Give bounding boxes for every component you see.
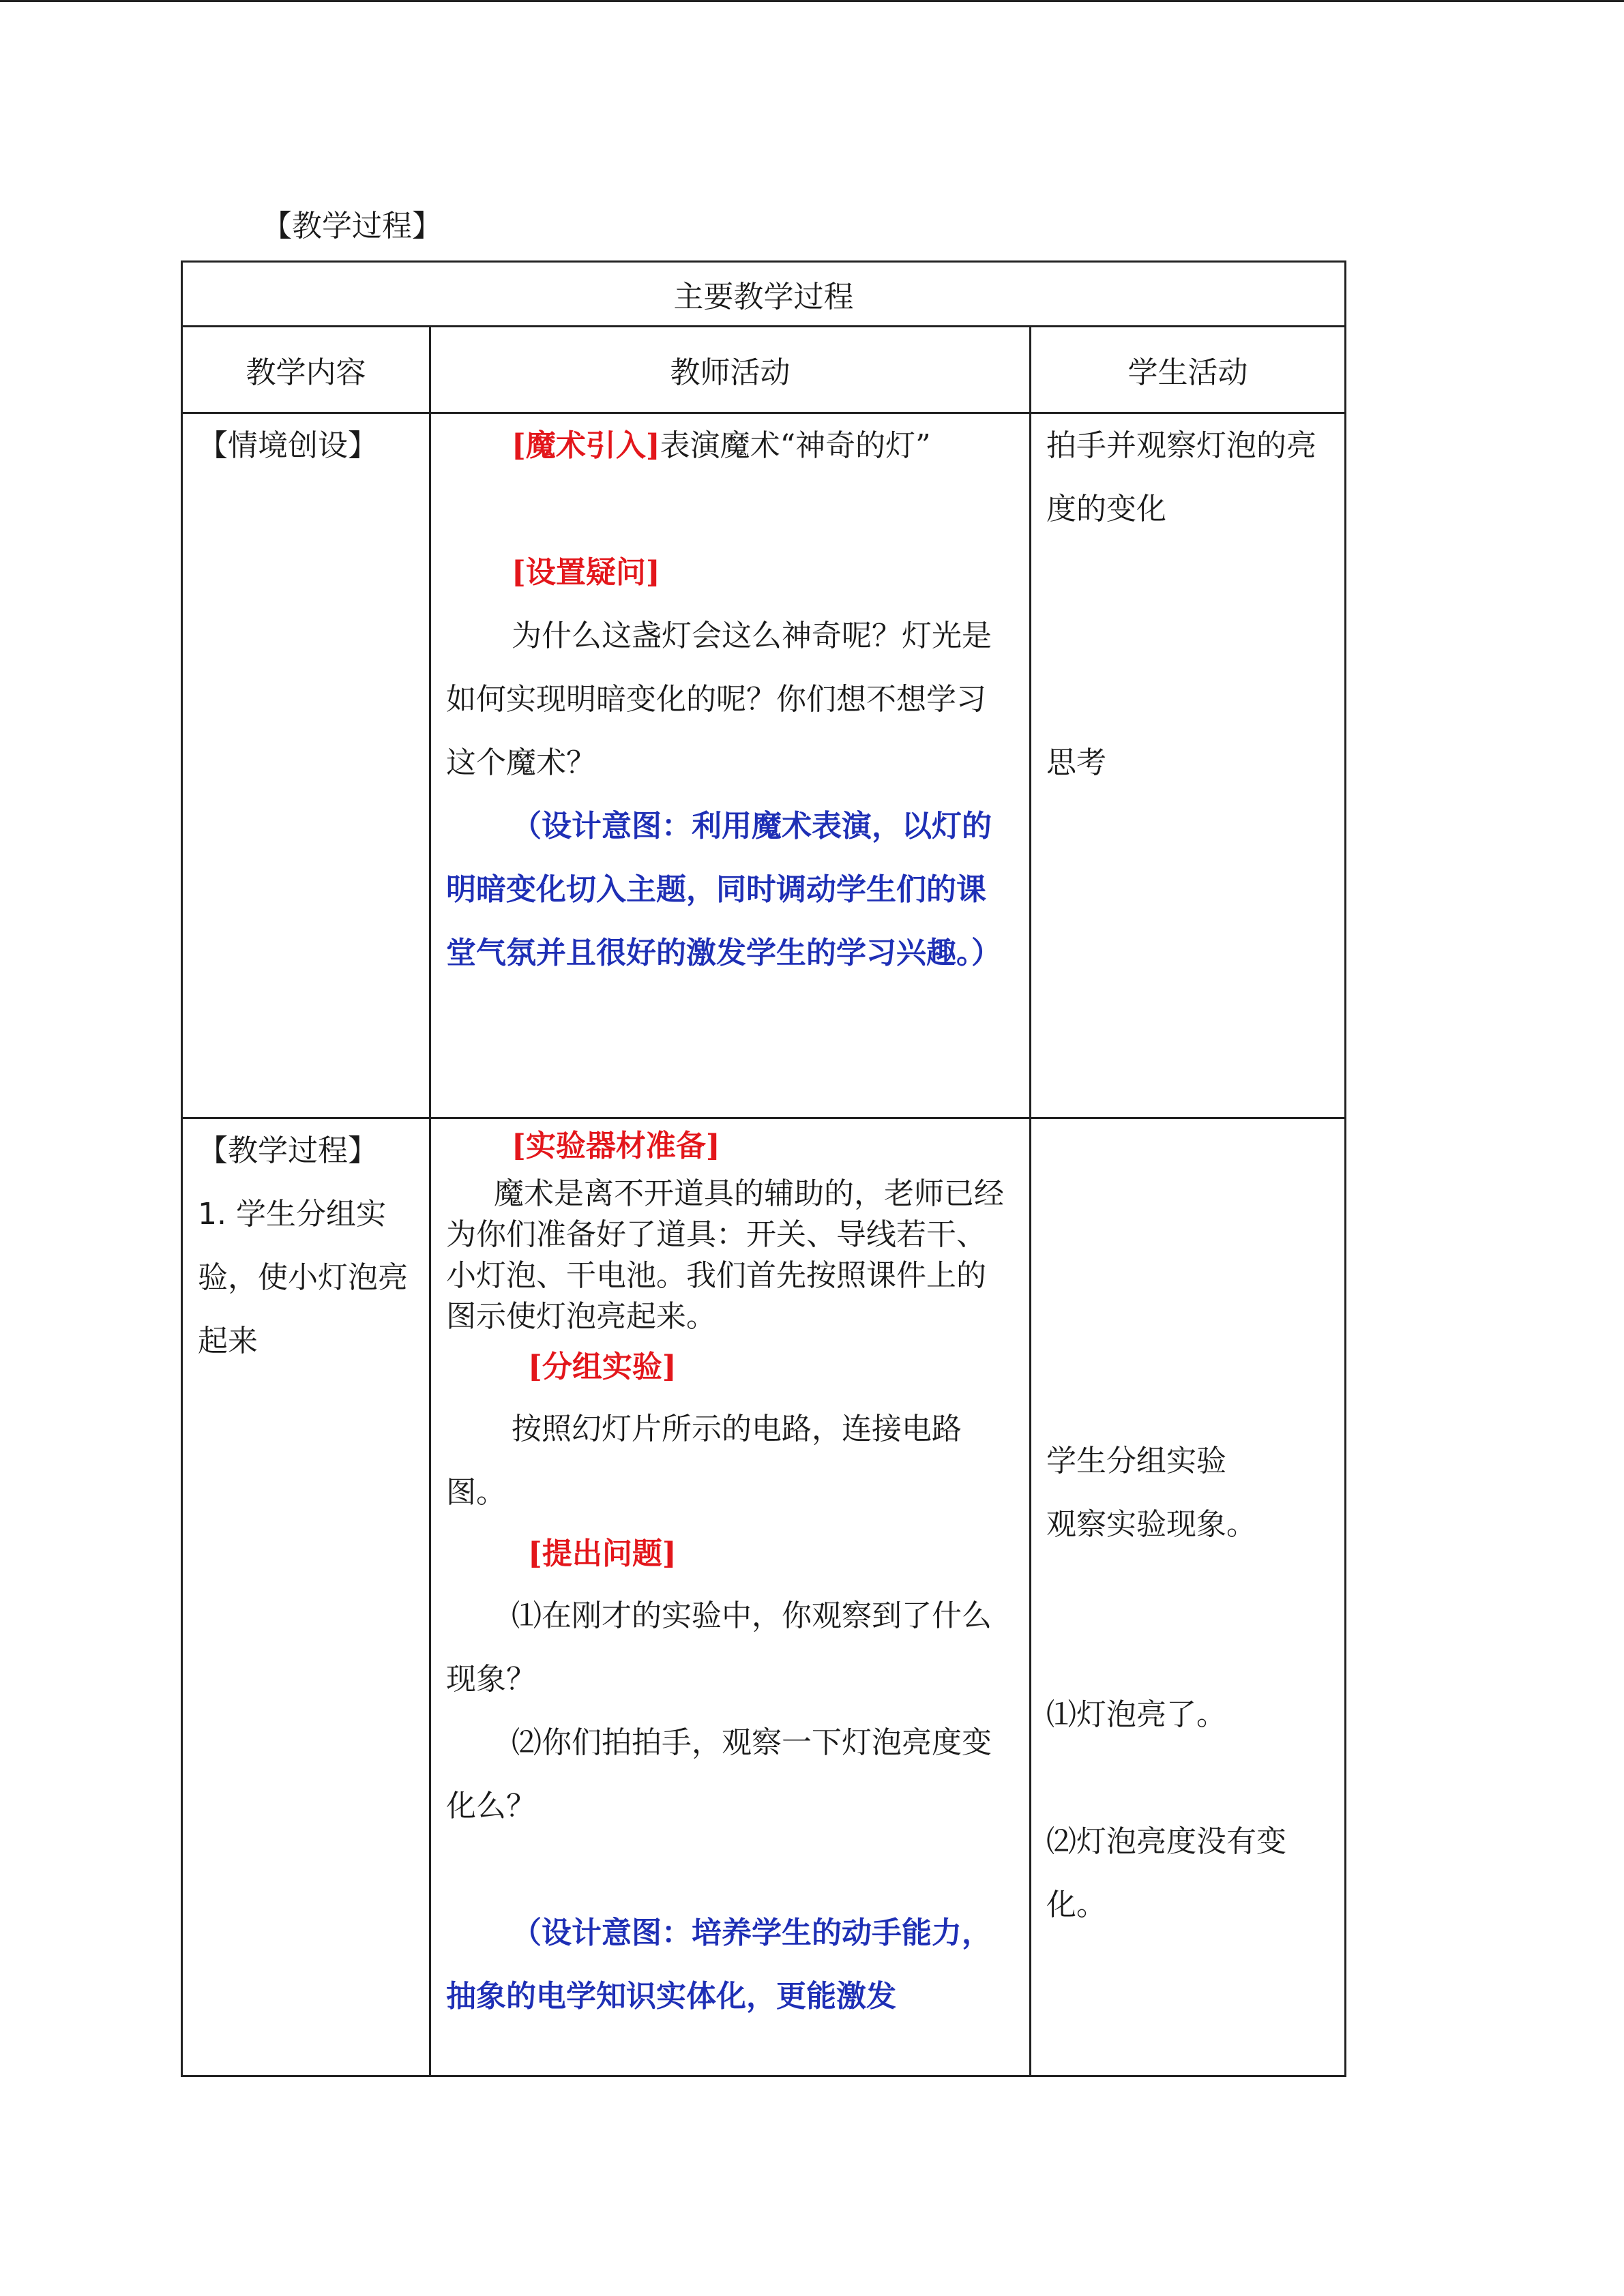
spacer — [1046, 1119, 1331, 1429]
row1-teacher-cell — [430, 413, 1031, 1118]
row1-magic-line — [446, 414, 1005, 477]
prep-text: 魔术是离不开道具的辅助的，老师已经为你们准备好了道具：开关、导线若干、小灯泡、干电池。我们首先按照课件上的图示使灯泡亮起来。 — [446, 1176, 1004, 1334]
table-title: 主要教学过程 — [182, 262, 1346, 327]
answer-1: ⑴灯泡亮了。 — [1046, 1697, 1226, 1732]
design-intent-1: （设计意图：利用魔术表演，以灯的明暗变化切入主题，同时调动学生们的课堂气氛并且很好的激发学生的学习兴趣。） — [446, 809, 1001, 970]
row1-student-cell — [1031, 413, 1346, 1118]
table-header-row — [182, 327, 1346, 413]
answer-2: ⑵灯泡亮度没有变化。 — [1046, 1824, 1286, 1922]
magic-intro-tag: [魔术引入] — [512, 428, 660, 463]
student-observe-result: 观察实验现象。 — [1046, 1507, 1256, 1542]
group-text: 按照幻灯片所示的电路，连接电路图。 — [446, 1412, 962, 1510]
student-think-text: 思考 — [1046, 745, 1106, 780]
spacer — [446, 1838, 1005, 1901]
design-intent-2: （设计意图：培养学生的动手能力，抽象的电学知识实体化，更能激发 — [446, 1915, 992, 2014]
col-header-content: 教学内容 — [182, 327, 430, 413]
question-1: ⑴在刚才的实验中，你观察到了什么现象？ — [446, 1598, 992, 1697]
group-tag: [分组实验] — [528, 1350, 677, 1384]
table-row — [182, 1118, 1346, 2076]
magic-intro-text: 表演魔术“神奇的灯” — [660, 428, 931, 463]
col-header-student: 学生活动 — [1031, 327, 1346, 413]
row2-teacher-cell — [430, 1118, 1031, 2076]
question-tag: [设置疑问] — [512, 555, 660, 590]
row2-content-title: 【教学过程】 — [198, 1133, 378, 1168]
spacer — [1046, 1746, 1331, 1810]
row2-student-cell — [1031, 1118, 1346, 2076]
spacer — [1046, 1556, 1331, 1683]
student-observe-text: 拍手并观察灯泡的亮度的变化 — [1046, 428, 1316, 526]
table-title-row — [182, 262, 1346, 327]
row2-content-subtitle: 1. 学生分组实验，使小灯泡亮起来 — [198, 1197, 408, 1358]
col-header-teacher: 教师活动 — [430, 327, 1031, 413]
table-row — [182, 413, 1346, 1118]
spacer — [446, 477, 1005, 541]
question-2: ⑵你们拍拍手，观察一下灯泡亮度变化么？ — [446, 1725, 992, 1823]
teaching-process-table — [181, 260, 1346, 2077]
row2-content-cell — [182, 1118, 430, 2076]
page-top-border — [0, 0, 1624, 2]
student-group-text: 学生分组实验 — [1046, 1444, 1226, 1478]
prep-tag: [实验器材准备] — [512, 1129, 720, 1163]
question-text: 为什么这盏灯会这么神奇呢？灯光是如何实现明暗变化的呢？你们想不想学习这个魔术？ — [446, 618, 992, 780]
spacer — [1046, 541, 1331, 731]
row1-content-title: 【情境创设】 — [198, 428, 378, 463]
section-heading: 【教学过程】 — [262, 209, 442, 243]
ask-tag: [提出问题] — [528, 1536, 677, 1571]
row1-content-cell — [182, 413, 430, 1118]
